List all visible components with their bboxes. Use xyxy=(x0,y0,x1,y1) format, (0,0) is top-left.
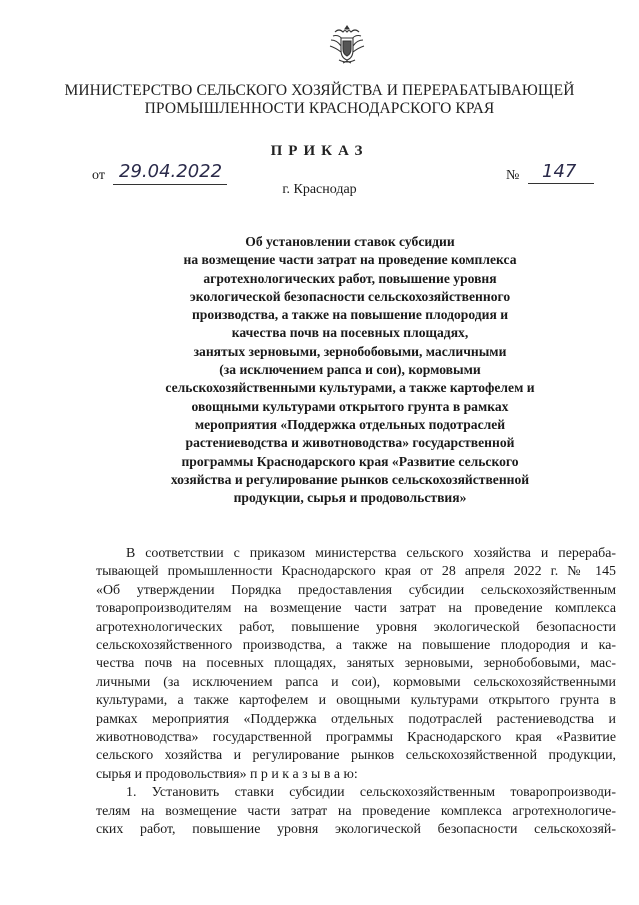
body-line: товаропроизводителям на возмещение части затрат на проведение комплекса xyxy=(96,601,616,617)
body-line: рамках мероприятия «Поддержка отдельных подотраслей растениеводства и xyxy=(96,711,616,727)
order-date-handwritten: 29.04.2022 xyxy=(113,160,227,185)
heading-line: (за исключением рапса и сои), кормовыми xyxy=(219,362,481,378)
body-line: животноводства» государственной программы Краснодарского края «Развитие xyxy=(96,730,616,746)
heading-line: агротехнологических работ, повышение уровня xyxy=(203,270,497,286)
body-line: «Об утверждении Порядка предоставления субсидии сельскохозяйственным xyxy=(96,582,616,598)
heading-line: мероприятия «Поддержка отдельных подотраслей xyxy=(194,416,506,432)
body-line: В соответствии с приказом министерства сельского хозяйства и перераба- xyxy=(126,546,616,561)
coat-of-arms-icon xyxy=(327,22,367,66)
date-prefix: от xyxy=(92,168,105,183)
heading-line: занятых зерновыми, зернобобовыми, масличными xyxy=(193,343,507,359)
heading-line: производства, а также на повышение плодородия и xyxy=(191,307,509,323)
body-line: тывающей промышленности Краснодарского края от 28 апреля 2022 г. № 145 xyxy=(96,564,616,580)
order-title: ПРИКАЗ xyxy=(270,143,369,159)
order-number-handwritten: 147 xyxy=(528,160,594,184)
order-heading xyxy=(150,233,550,507)
heading-line: программы Краснодарского края «Развитие сельского xyxy=(181,453,519,469)
body-line: чества почв на посевных площадях, занятых зерновыми, зернобобовыми, мас- xyxy=(96,656,616,672)
heading-line: экологической безопасности сельскохозяйственного xyxy=(189,288,511,304)
heading-line: на возмещение части затрат на проведение комплекса xyxy=(183,252,517,268)
body-line: сырья и продовольствия» п р и к а з ы в а ю: xyxy=(96,766,358,782)
heading-line: овощными культурами открытого грунта в рамках xyxy=(191,398,509,414)
ministry-name-line2: ПРОМЫШЛЕННОСТИ КРАСНОДАРСКОГО КРАЯ xyxy=(144,100,495,117)
body-line: ских работ, повышение уровня экологической безопасности сельскохозяй- xyxy=(96,822,616,838)
city-label: г. Краснодар xyxy=(282,182,357,197)
heading-line: хозяйства и регулирование рынков сельскохозяйственной xyxy=(170,471,530,487)
heading-line: качества почв на посевных площадях, xyxy=(231,325,469,341)
body-line: 1. Установить ставки субсидии сельскохозяйственным товаропроизводи- xyxy=(126,785,616,801)
body-line: сельского хозяйства и регулирование рынков сельскохозяйственной продукции, xyxy=(96,748,616,764)
body-line: сельскохозяйственного производства, а также на повышение плодородия и ка- xyxy=(96,638,616,654)
body-line: личными (за исключением рапса и сои), кормовыми сельскохозяйственными xyxy=(96,674,616,690)
heading-line: сельскохозяйственными культурами, а также картофелем и xyxy=(165,380,535,396)
order-body-text xyxy=(96,545,616,840)
heading-line: продукции, сырья и продовольствия» xyxy=(233,490,467,506)
heading-line: Об установлении ставок субсидии xyxy=(245,234,455,249)
ministry-name-line1: МИНИСТЕРСТВО СЕЛЬСКОГО ХОЗЯЙСТВА И ПЕРЕРАБАТЫВАЮЩЕЙ xyxy=(64,82,575,99)
body-line: агротехнологических работ, повышение уровня экологической безопасности xyxy=(96,619,616,635)
body-line: культурами, а также картофелем и овощными культурами открытого грунта в xyxy=(96,693,616,709)
body-line: телям на возмещение части затрат на проведение комплекса агротехнологиче- xyxy=(96,803,616,819)
heading-line: растениеводства и животноводства» государственной xyxy=(185,435,515,451)
number-prefix: № xyxy=(506,168,520,183)
